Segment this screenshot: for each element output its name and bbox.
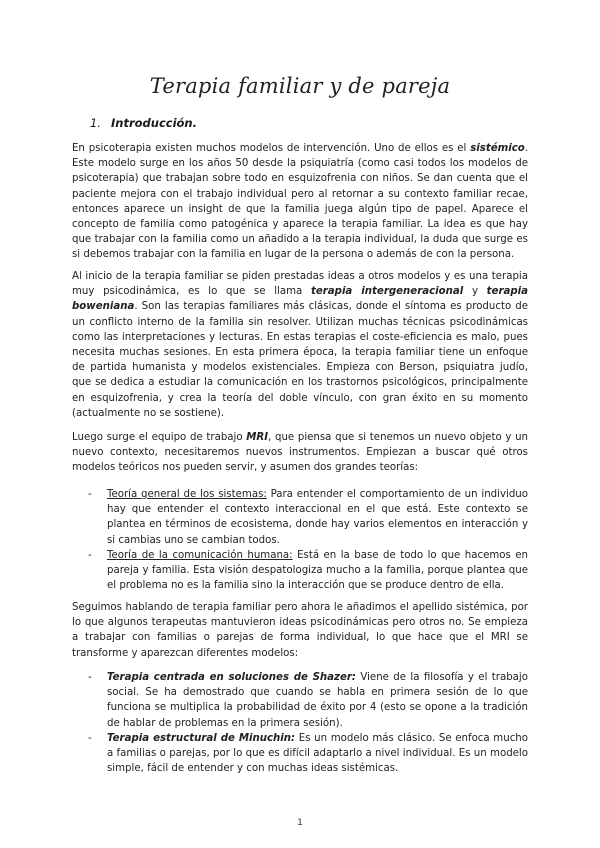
document-title: Terapia familiar y de pareja (149, 74, 451, 98)
paragraph-3 (72, 430, 528, 476)
list-term: Terapia estructural de Minuchin: (107, 732, 296, 744)
list-item (88, 548, 528, 594)
paragraph-2 (72, 269, 528, 421)
list-term: Teoría general de los sistemas: (107, 489, 267, 500)
p2-text-c: y (463, 286, 487, 298)
list-term: Teoría de la comunicación humana: (107, 549, 293, 561)
list-item (88, 670, 528, 731)
list-item (88, 731, 528, 777)
p1-text-a: En psicoterapia existen muchos modelos de intervención. Uno de ellos es el (72, 143, 471, 154)
p2-term-intergeneracional: terapia intergeneracional (310, 286, 464, 298)
section-number: 1. (90, 116, 101, 130)
paragraph-4: Seguimos hablando de terapia familiar pero ahora le añadimos el apellido sistémica, por lo que algunos terapeutas mantuvieron ideas psicodinámicas pero otros no. Se empieza a trabajar con familias o parejas de forma individual, lo que hace que el MRI se transforme y aparezcan diferentes modelos: (72, 602, 528, 659)
p1-text-c: . Este modelo surge en los años 50 desde la psiquiatría (como casi todos los modelos de psicoterapia) que trabajan sobre todo en esquizofrenia con niños. Se dan cuenta que el paciente mejora con el trabajo individual pero al retornar a su contexto familiar recae, entonces aparece un insight de que la familia juega algún tipo de papel. Aparece el concepto de familia como patogénica y aparece la terapia familiar. La idea es que hay que trabajar con la familia como un añadido a la terapia individual, la duda que surge es si debemos trabajar con la familia en lugar de la persona o además de con la persona. (72, 143, 528, 261)
list-item (88, 487, 528, 548)
list-dash: - (88, 732, 92, 744)
list-term: Terapia centrada en soluciones de Shazer: (107, 672, 356, 683)
section-label: Introducción. (110, 116, 197, 130)
p1-term-sistemico: sistémico (470, 143, 525, 154)
paragraph-1 (72, 141, 528, 263)
list-text: Viene de la filosofía y el trabajo social. Se ha demostrado que cuando se habla en primera sesión de lo que funciona se multiplica la probabilidad de éxito por 4 (esto se opone a la tradición de hablar de problemas en la primera sesión). (107, 672, 528, 729)
p2-text-a: Al inicio de la terapia familiar se piden prestadas ideas a otros modelos y es una terapia muy psicodinámica, es lo que se llama (72, 271, 528, 298)
p3-term-mri: MRI (246, 432, 269, 443)
list-text: Está en la base de todo lo que hacemos en pareja y familia. Esta visión despatologiza mucho a la familia, porque plantea que el problema no es la familia sino la interacción que se produce dentro de ella. (107, 549, 528, 592)
list-dash: - (88, 672, 92, 683)
section-heading (90, 116, 197, 130)
list-dash: - (88, 549, 92, 561)
p3-text-c: , que piensa que si tenemos un nuevo objeto y un nuevo contexto, necesitaremos nuevos instrumentos. Empiezan a buscar qué otros modelos teóricos nos pueden servir, y asumen dos grandes teorías: (72, 432, 528, 474)
p2-term-boweniana: terapia boweniana (72, 286, 529, 313)
page-number: 1 (297, 818, 303, 828)
list-text: Es un modelo más clásico. Se enfoca mucho a familias o parejas, por lo que es difícil adaptarlo a nivel individual. Es un modelo simple, fácil de entender y con muchas ideas sistémicas. (107, 732, 528, 775)
theories-list (88, 487, 528, 593)
p2-text-e: . Son las terapias familiares más clásicas, donde el síntoma es producto de un conflicto interno de la familia sin resolver. Utilizan muchas técnicas psicodinámicas como las interpretaciones y lecturas. En estas terapias el coste-eficiencia es malo, pues necesita muchas sesiones. En esta primera época, la terapia familiar tiene un enfoque de partida humanista y modelos existenciales. Empieza con Berson, psiquiatra judío, que se dedica a estudiar la comunicación en los trastornos psicológicos, principalmente en esquizofrenia, y crea la teoría del doble vínculo, con gran éxito en su momento (actualmente no se sostiene). (72, 301, 528, 419)
p3-text-a: Luego surge el equipo de trabajo (72, 432, 247, 443)
list-dash: - (88, 489, 92, 500)
models-list (88, 670, 528, 776)
list-text: Para entender el comportamiento de un individuo hay que entender el contexto interaccional en el que está. Este contexto se plantea en términos de ecosistema, donde hay varios elementos en interacción y si cambias uno se cambian todos. (107, 489, 528, 546)
